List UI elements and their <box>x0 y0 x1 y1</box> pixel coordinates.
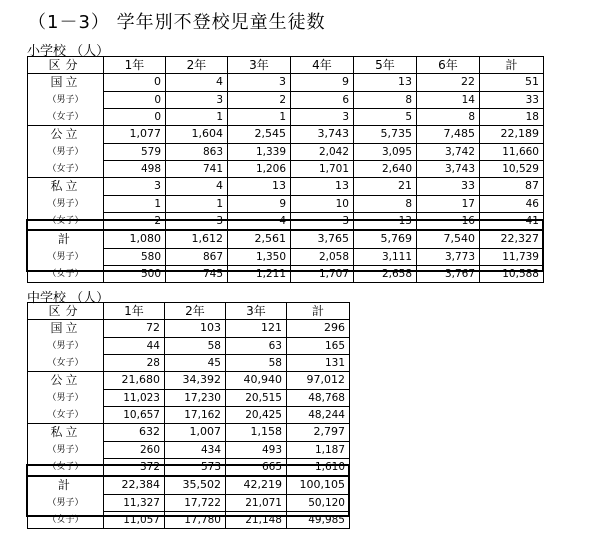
category-cell <box>28 476 104 494</box>
header-cell: 計 <box>287 303 350 320</box>
value-cell: 5 <box>354 108 417 126</box>
table-row <box>28 494 350 511</box>
category-cell <box>28 458 104 476</box>
value-cell: 1 <box>166 195 228 212</box>
table-row <box>28 265 544 283</box>
junior-high-body <box>28 320 350 529</box>
elementary-caption: 小学校 （人） <box>27 44 110 59</box>
value-cell: 260 <box>104 441 165 458</box>
value-cell: 2,797 <box>287 424 350 442</box>
sub-label: （男子） <box>47 445 84 455</box>
sub-label: （女子） <box>47 515 84 525</box>
value-cell: 44 <box>104 337 165 354</box>
sub-label: （女子） <box>47 358 84 368</box>
value-cell: 741 <box>166 160 228 178</box>
group-label: 公立 <box>50 127 81 141</box>
value-cell: 8 <box>354 91 417 108</box>
sub-label: （女子） <box>47 216 84 226</box>
group-label: 計 <box>57 478 73 492</box>
value-cell: 21 <box>354 178 417 196</box>
table-row <box>28 108 544 126</box>
value-cell: 3 <box>228 74 291 92</box>
value-cell: 8 <box>354 195 417 212</box>
value-cell: 9 <box>291 74 354 92</box>
header-cell: 区分 <box>28 57 104 74</box>
value-cell: 3 <box>104 178 166 196</box>
table-row <box>28 248 544 265</box>
value-cell: 40,940 <box>226 372 287 390</box>
value-cell: 1,211 <box>228 265 291 283</box>
sub-label: （女子） <box>47 164 84 174</box>
category-cell <box>28 126 104 144</box>
value-cell: 1,077 <box>104 126 166 144</box>
value-cell: 87 <box>480 178 544 196</box>
value-cell: 22,327 <box>480 230 544 248</box>
value-cell: 3,111 <box>354 248 417 265</box>
value-cell: 10,657 <box>104 406 165 424</box>
value-cell: 1,350 <box>228 248 291 265</box>
value-cell: 33 <box>480 91 544 108</box>
table-row <box>28 230 544 248</box>
value-cell: 1 <box>228 108 291 126</box>
value-cell: 10,529 <box>480 160 544 178</box>
table-row <box>28 511 350 529</box>
value-cell: 5,735 <box>354 126 417 144</box>
category-cell <box>28 389 104 406</box>
table-row <box>28 126 544 144</box>
value-cell: 1,206 <box>228 160 291 178</box>
value-cell: 41 <box>480 212 544 230</box>
value-cell: 11,660 <box>480 143 544 160</box>
value-cell: 500 <box>104 265 166 283</box>
value-cell: 17,162 <box>165 406 226 424</box>
value-cell: 13 <box>228 178 291 196</box>
value-cell: 665 <box>226 458 287 476</box>
value-cell: 22,189 <box>480 126 544 144</box>
table-row <box>28 372 350 390</box>
value-cell: 121 <box>226 320 287 338</box>
value-cell: 7,485 <box>417 126 480 144</box>
sub-label: （女子） <box>47 112 84 122</box>
sub-label: （男子） <box>47 341 84 351</box>
group-label: 国立 <box>50 321 81 335</box>
value-cell: 72 <box>104 320 165 338</box>
value-cell: 3,095 <box>354 143 417 160</box>
sub-label: （男子） <box>47 498 84 508</box>
value-cell: 2,658 <box>354 265 417 283</box>
elementary-body <box>28 74 544 283</box>
value-cell: 9 <box>228 195 291 212</box>
value-cell: 579 <box>104 143 166 160</box>
category-cell <box>28 248 104 265</box>
category-cell <box>28 265 104 283</box>
value-cell: 1,187 <box>287 441 350 458</box>
header-cell: 3年 <box>228 57 291 74</box>
value-cell: 63 <box>226 337 287 354</box>
value-cell: 2 <box>104 212 166 230</box>
value-cell: 11,057 <box>104 511 165 529</box>
value-cell: 51 <box>480 74 544 92</box>
value-cell: 296 <box>287 320 350 338</box>
table-row <box>28 91 544 108</box>
junior-high-caption: 中学校 （人） <box>27 291 110 306</box>
value-cell: 14 <box>417 91 480 108</box>
value-cell: 100,105 <box>287 476 350 494</box>
value-cell: 46 <box>480 195 544 212</box>
value-cell: 58 <box>165 337 226 354</box>
table-row <box>28 320 350 338</box>
table-row <box>28 143 544 160</box>
sub-label: （女子） <box>47 410 84 420</box>
table-row <box>28 389 350 406</box>
value-cell: 48,244 <box>287 406 350 424</box>
value-cell: 50,120 <box>287 494 350 511</box>
value-cell: 6 <box>291 91 354 108</box>
category-cell <box>28 424 104 442</box>
header-cell: 3年 <box>226 303 287 320</box>
value-cell: 13 <box>291 178 354 196</box>
category-cell <box>28 441 104 458</box>
value-cell: 1,604 <box>166 126 228 144</box>
header-cell: 2年 <box>166 57 228 74</box>
category-cell <box>28 178 104 196</box>
category-cell <box>28 143 104 160</box>
category-cell <box>28 354 104 372</box>
value-cell: 580 <box>104 248 166 265</box>
value-cell: 4 <box>166 74 228 92</box>
category-cell <box>28 320 104 338</box>
value-cell: 11,739 <box>480 248 544 265</box>
value-cell: 2,561 <box>228 230 291 248</box>
value-cell: 28 <box>104 354 165 372</box>
value-cell: 493 <box>226 441 287 458</box>
value-cell: 745 <box>166 265 228 283</box>
value-cell: 3 <box>291 212 354 230</box>
table-row <box>28 354 350 372</box>
value-cell: 33 <box>417 178 480 196</box>
elementary-table <box>27 56 544 283</box>
value-cell: 16 <box>417 212 480 230</box>
category-cell <box>28 212 104 230</box>
sub-label: （男子） <box>47 393 84 403</box>
value-cell: 42,219 <box>226 476 287 494</box>
value-cell: 20,425 <box>226 406 287 424</box>
value-cell: 21,148 <box>226 511 287 529</box>
value-cell: 13 <box>354 212 417 230</box>
value-cell: 18 <box>480 108 544 126</box>
junior-high-table <box>27 302 350 529</box>
category-cell <box>28 230 104 248</box>
category-cell <box>28 195 104 212</box>
header-cell: 計 <box>480 57 544 74</box>
value-cell: 35,502 <box>165 476 226 494</box>
group-label: 公立 <box>50 373 81 387</box>
group-label: 私立 <box>50 179 81 193</box>
value-cell: 3,765 <box>291 230 354 248</box>
group-label: 私立 <box>50 425 81 439</box>
sub-label: （女子） <box>47 462 84 472</box>
value-cell: 7,540 <box>417 230 480 248</box>
value-cell: 20,515 <box>226 389 287 406</box>
value-cell: 632 <box>104 424 165 442</box>
value-cell: 3,767 <box>417 265 480 283</box>
header-cell: 4年 <box>291 57 354 74</box>
header-cell: 1年 <box>104 57 166 74</box>
table-row <box>28 406 350 424</box>
value-cell: 2 <box>228 91 291 108</box>
category-cell <box>28 372 104 390</box>
value-cell: 1 <box>104 195 166 212</box>
value-cell: 10,588 <box>480 265 544 283</box>
category-cell <box>28 337 104 354</box>
value-cell: 0 <box>104 74 166 92</box>
value-cell: 3 <box>166 91 228 108</box>
value-cell: 49,985 <box>287 511 350 529</box>
value-cell: 863 <box>166 143 228 160</box>
value-cell: 2,545 <box>228 126 291 144</box>
value-cell: 1,610 <box>287 458 350 476</box>
header-cell: 区分 <box>28 303 104 320</box>
value-cell: 97,012 <box>287 372 350 390</box>
value-cell: 2,640 <box>354 160 417 178</box>
value-cell: 3 <box>291 108 354 126</box>
category-cell <box>28 91 104 108</box>
value-cell: 498 <box>104 160 166 178</box>
value-cell: 103 <box>165 320 226 338</box>
category-cell <box>28 406 104 424</box>
sub-label: （男子） <box>47 252 84 262</box>
value-cell: 5,769 <box>354 230 417 248</box>
value-cell: 1,158 <box>226 424 287 442</box>
value-cell: 2,058 <box>291 248 354 265</box>
value-cell: 573 <box>165 458 226 476</box>
value-cell: 131 <box>287 354 350 372</box>
sub-label: （男子） <box>47 147 84 157</box>
sub-label: （男子） <box>47 95 84 105</box>
table-row <box>28 160 544 178</box>
group-label: 国立 <box>50 75 81 89</box>
table-row <box>28 458 350 476</box>
value-cell: 34,392 <box>165 372 226 390</box>
value-cell: 11,327 <box>104 494 165 511</box>
value-cell: 10 <box>291 195 354 212</box>
value-cell: 2,042 <box>291 143 354 160</box>
page-title: （1－3） 学年別不登校児童生徒数 <box>28 12 326 33</box>
category-cell <box>28 74 104 92</box>
category-cell <box>28 160 104 178</box>
value-cell: 434 <box>165 441 226 458</box>
value-cell: 21,071 <box>226 494 287 511</box>
value-cell: 22,384 <box>104 476 165 494</box>
value-cell: 1 <box>166 108 228 126</box>
value-cell: 17,780 <box>165 511 226 529</box>
category-cell <box>28 494 104 511</box>
value-cell: 58 <box>226 354 287 372</box>
category-cell <box>28 108 104 126</box>
value-cell: 48,768 <box>287 389 350 406</box>
value-cell: 867 <box>166 248 228 265</box>
table-row <box>28 74 544 92</box>
value-cell: 4 <box>166 178 228 196</box>
value-cell: 3 <box>166 212 228 230</box>
sub-label: （男子） <box>47 199 84 209</box>
table-row <box>28 424 350 442</box>
header-row <box>28 57 544 74</box>
header-cell: 5年 <box>354 57 417 74</box>
group-label: 計 <box>57 232 73 246</box>
value-cell: 0 <box>104 108 166 126</box>
value-cell: 8 <box>417 108 480 126</box>
value-cell: 1,701 <box>291 160 354 178</box>
header-cell: 6年 <box>417 57 480 74</box>
value-cell: 165 <box>287 337 350 354</box>
value-cell: 3,742 <box>417 143 480 160</box>
value-cell: 3,743 <box>417 160 480 178</box>
value-cell: 1,707 <box>291 265 354 283</box>
value-cell: 0 <box>104 91 166 108</box>
value-cell: 45 <box>165 354 226 372</box>
sub-label: （女子） <box>47 269 84 279</box>
value-cell: 1,007 <box>165 424 226 442</box>
value-cell: 22 <box>417 74 480 92</box>
value-cell: 17,722 <box>165 494 226 511</box>
category-cell <box>28 511 104 529</box>
value-cell: 3,743 <box>291 126 354 144</box>
value-cell: 17,230 <box>165 389 226 406</box>
value-cell: 1,339 <box>228 143 291 160</box>
table-row <box>28 195 544 212</box>
value-cell: 11,023 <box>104 389 165 406</box>
header-cell: 2年 <box>165 303 226 320</box>
value-cell: 4 <box>228 212 291 230</box>
value-cell: 17 <box>417 195 480 212</box>
value-cell: 21,680 <box>104 372 165 390</box>
table-row <box>28 476 350 494</box>
value-cell: 372 <box>104 458 165 476</box>
value-cell: 1,612 <box>166 230 228 248</box>
table-row <box>28 441 350 458</box>
table-row <box>28 337 350 354</box>
table-row <box>28 178 544 196</box>
header-cell: 1年 <box>104 303 165 320</box>
value-cell: 1,080 <box>104 230 166 248</box>
header-row <box>28 303 350 320</box>
value-cell: 3,773 <box>417 248 480 265</box>
table-row <box>28 212 544 230</box>
value-cell: 13 <box>354 74 417 92</box>
